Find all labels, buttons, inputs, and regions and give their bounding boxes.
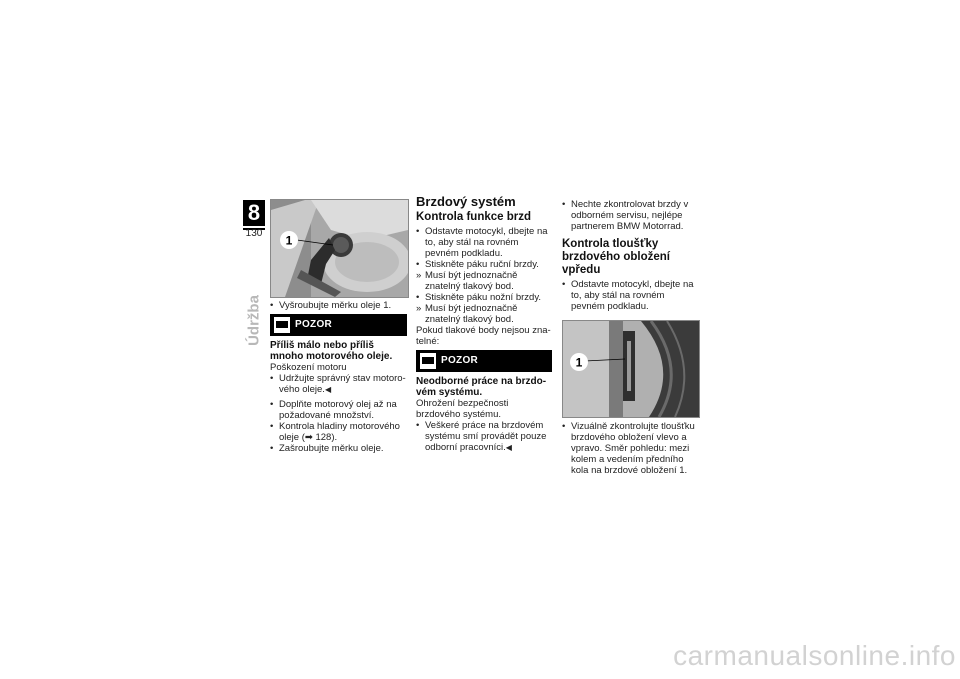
warning-title: Příliš málo nebo příliš mnoho motorového oleje. <box>270 340 393 362</box>
warning-action: • Udržujte správný stav motorového oleje.◀ <box>270 373 407 395</box>
column-3-bottom <box>562 421 699 476</box>
watermark: carmanualsonline.info <box>673 640 956 671</box>
section-title: Údržba <box>245 295 263 346</box>
section-heading: Brzdový systém <box>416 194 516 209</box>
warning-label: POZOR <box>441 355 479 366</box>
warning-banner <box>416 350 552 372</box>
warning-title: Neodborné práce na brzdovém systému. <box>416 376 547 398</box>
brake-step: • Stiskněte páku nožní brzdy. <box>416 292 552 303</box>
column-2 <box>416 196 552 453</box>
column-1 <box>270 300 407 454</box>
end-marker-icon: ◀ <box>505 443 512 452</box>
brake-result: » Musí být jednoznačně znatelný tlakový bod. <box>416 303 552 325</box>
warning-hand-icon <box>274 317 290 333</box>
warning-action: • Veškeré práce na brzdovém systému smí provádět pouze odborní pracovníci.◀ <box>416 420 552 453</box>
warning-consequence: Poškození motoru <box>270 362 347 373</box>
column-3 <box>562 199 699 312</box>
brake-result: » Musí být jednoznačně znatelný tlakový bod. <box>416 270 552 292</box>
warning-banner <box>270 314 407 336</box>
figure1-callout: 1 <box>285 233 293 248</box>
step-park-motorcycle: • Odstavte motocykl, dbejte na to, aby stál na rovném pevném podkladu. <box>562 279 699 312</box>
step-screw-dipstick: • Zašroubujte měrku oleje. <box>270 443 407 454</box>
end-marker-icon: ◀ <box>324 385 332 394</box>
subheading-brake-function: Kontrola funkce brzd <box>416 211 532 223</box>
brake-note: Pokud tlakové body nejsou znatelné: <box>416 325 551 347</box>
oil-dipstick-photo <box>270 199 409 298</box>
step-workshop-check: • Nechte zkontrolovat brzdy v odborném servisu, nejlépe partnerem BMW Motorrad. <box>562 199 699 232</box>
warning-hand-icon <box>420 353 436 369</box>
warning-label: POZOR <box>295 319 333 330</box>
subheading-brake-pads: Kontrola tloušťky brzdového obložení vpředu <box>562 238 670 276</box>
chapter-number: 8 <box>243 200 265 226</box>
brake-pad-photo <box>562 320 700 418</box>
brake-step: • Odstavte motocykl, dbejte na to, aby stál na rovném pevném podkladu. <box>416 226 552 259</box>
brake-step: • Stiskněte páku ruční brzdy. <box>416 259 552 270</box>
step-top-up-oil: • Doplňte motorový olej až na požadované množství. <box>270 399 407 421</box>
step-check-oil-level: • Kontrola hladiny motorového oleje (➡ 128). <box>270 421 407 443</box>
page-number: 130 <box>245 228 263 239</box>
warning-consequence: Ohrožení bezpečnosti brzdového systému. <box>416 398 509 420</box>
figure2-callout: 1 <box>575 355 583 370</box>
step-unscrew-dipstick: • Vyšroubujte měrku oleje 1. <box>270 300 407 311</box>
step-visual-inspection: • Vizuálně zkontrolujte tloušťku brzdového obložení vlevo a vpravo. Směr pohledu: mezi kolem a vedením předního kola na brzdové obložení 1. <box>562 421 699 476</box>
